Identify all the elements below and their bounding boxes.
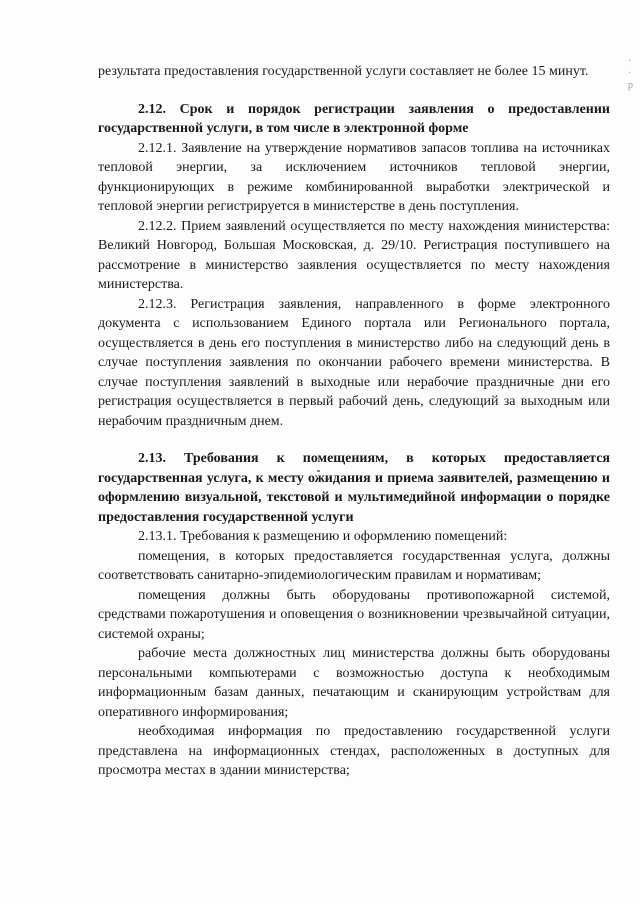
list-item-sanitary: помещения, в которых предоставляется государственная услуга, должны соответствовать санитарно-эпидемиологическим правилам и нормативам; [98, 548, 610, 583]
paragraph-2-12-1: 2.12.1. Заявление на утверждение нормативов запасов топлива на источниках тепловой энергии, за исключением источников тепловой энергии, функционирующих в режиме комбинированной выработки электрической и тепловой энергии регистрируется в министерстве в день поступления. [98, 140, 610, 214]
spacer [98, 431, 610, 449]
paragraph-continuation: результата предоставления государственной услуги составляет не более 15 минут. [98, 64, 589, 79]
paragraph-2-13-1: 2.13.1. Требования к размещению и оформлению помещений: [138, 529, 508, 544]
section-heading-2-13: 2.13. Требования к помещениям, в которых предоставляется государственная услуга, к месту ожидания и приема заявителей, размещению и оформлению визуальной, текстовой и мультимедийной информации о порядке предоставления государственной услуги [98, 451, 610, 525]
spacer [98, 82, 610, 100]
paragraph-2-12-2: 2.12.2. Прием заявлений осуществляется по месту нахождения министерства: Великий Новгород, Большая Московская, д. 29/10. Регистрация поступившего на рассмотрение в министерство заявления осуществляется по месту нахождения министерства. [98, 218, 610, 292]
scan-edge-artifact: · · р [628, 56, 633, 91]
section-heading-2-12: 2.12. Срок и порядок регистрации заявления о предоставлении государственной услуги, в том числе в электронной форме [98, 101, 610, 136]
list-item-workplaces: рабочие места должностных лиц министерства должны быть оборудованы персональными компьютерами с возможностью доступа к необходимым информационным базам данных, печатающим и сканирующим устройствам для оперативного информирования; [98, 646, 610, 720]
document-body [98, 62, 610, 781]
paragraph-2-12-3: 2.12.3. Регистрация заявления, направленного в форме электронного документа с использованием Единого портала или Регионального портала, осуществляется в день его поступления в министерство либо на следующий день в случае поступления заявления по окончании рабочего времени министерства. В случае поступления заявлений в выходные или нерабочие праздничные дни его регистрация осуществляется в первый рабочий день, следующий за выходным или нерабочим праздничным днем. [98, 296, 610, 429]
list-item-info-stands: необходимая информация по предоставлению государственной услуги представлена на информационных стендах, расположенных в доступных для просмотра местах в здании министерства; [98, 724, 610, 778]
list-item-fire-safety: помещения должны быть оборудованы противопожарной системой, средствами пожаротушения и оповещения о возникновении чрезвычайной ситуации, системой охраны; [98, 587, 610, 642]
